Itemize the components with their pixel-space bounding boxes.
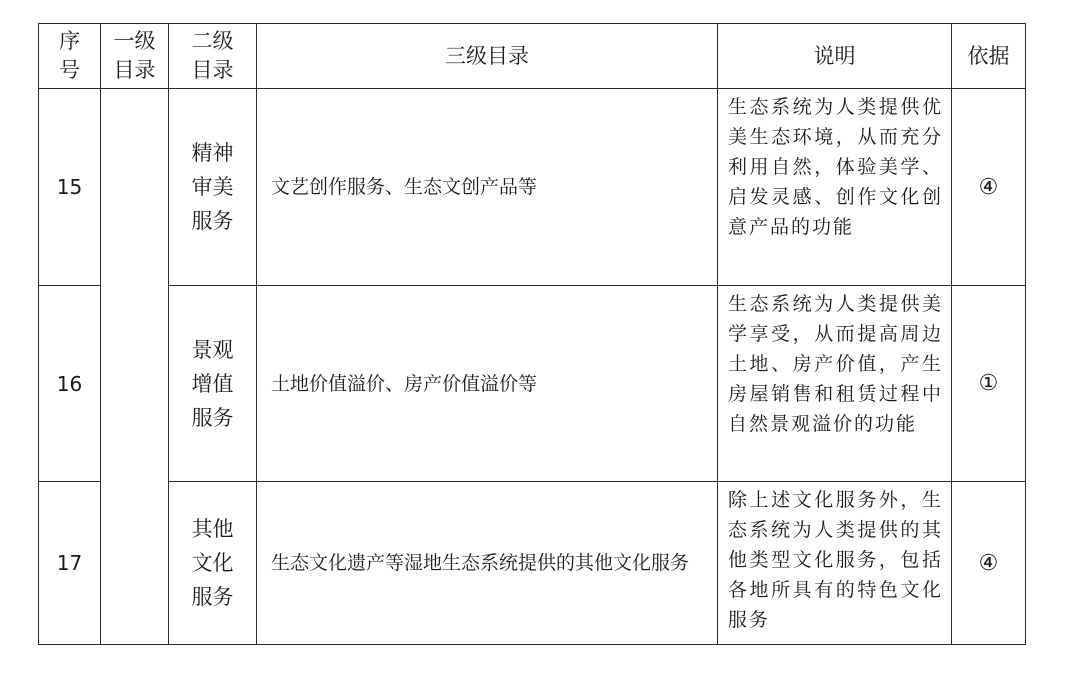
row-seq: 15 [39, 89, 101, 286]
row-level2: 精神 审美 服务 [169, 89, 257, 286]
row-level3: 文艺创作服务、生态文创产品等 [257, 89, 718, 286]
header-level1: 一级 目录 [101, 24, 169, 89]
row-description: 生态系统为人类提供优美生态环境，从而充分利用自然，体验美学、启发灵感、创作文化创意产品的功能 [718, 89, 952, 286]
row-basis: ① [952, 286, 1026, 482]
table-row [39, 286, 1026, 482]
catalog-table [38, 23, 1026, 645]
row-basis: ④ [952, 89, 1026, 286]
table-row [39, 482, 1026, 645]
header-basis: 依据 [952, 24, 1026, 89]
header-level2: 二级 目录 [169, 24, 257, 89]
header-row [39, 24, 1026, 89]
row-level3: 土地价值溢价、房产价值溢价等 [257, 286, 718, 482]
row-seq: 16 [39, 286, 101, 482]
row-description: 除上述文化服务外，生态系统为人类提供的其他类型文化服务，包括各地所具有的特色文化服务 [718, 482, 952, 645]
row-level3: 生态文化遗产等湿地生态系统提供的其他文化服务 [257, 482, 718, 645]
row-level2: 景观 增值 服务 [169, 286, 257, 482]
table-row [39, 89, 1026, 286]
row-seq: 17 [39, 482, 101, 645]
row-basis: ④ [952, 482, 1026, 645]
row-description: 生态系统为人类提供美学享受，从而提高周边土地、房产价值，产生房屋销售和租赁过程中自然景观溢价的功能 [718, 286, 952, 482]
header-description: 说明 [718, 24, 952, 89]
row-level2: 其他 文化 服务 [169, 482, 257, 645]
header-level3: 三级目录 [257, 24, 718, 89]
header-seq: 序 号 [39, 24, 101, 89]
level1-cell [101, 89, 169, 645]
